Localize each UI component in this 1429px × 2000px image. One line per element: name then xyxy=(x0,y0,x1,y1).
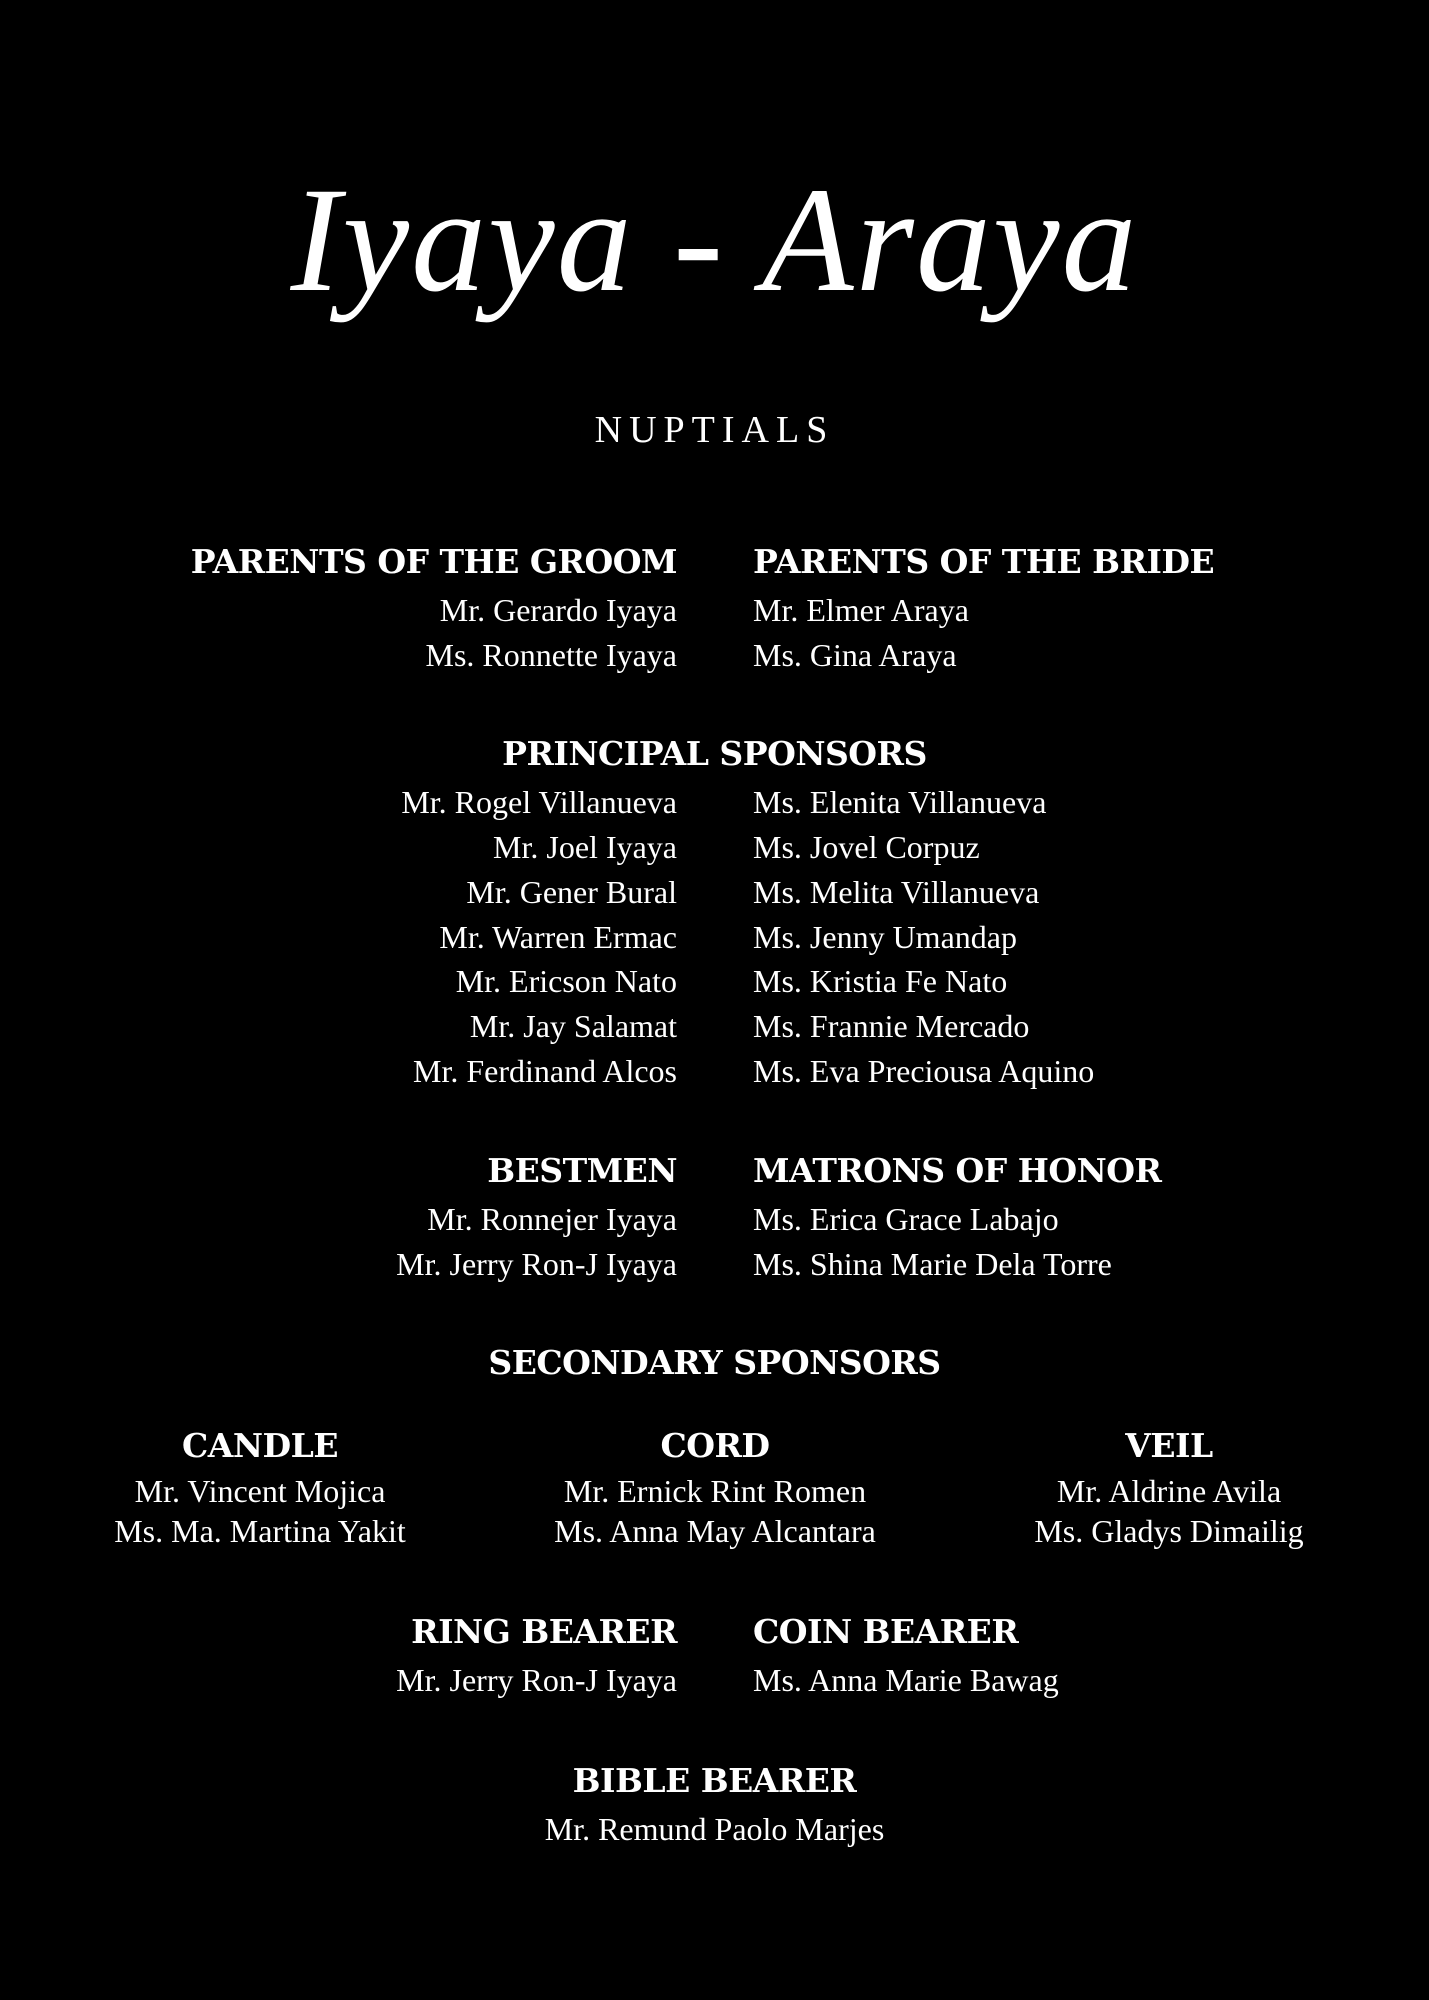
coin-bearer-name: Ms. Anna Marie Bawag xyxy=(753,1662,1059,1698)
bestman-name: Mr. Ronnejer Iyaya xyxy=(427,1201,677,1237)
principal-sponsor-woman: Ms. Jovel Corpuz xyxy=(753,829,980,865)
coin-bearer-heading: COIN BEARER xyxy=(753,1612,1019,1651)
secondary-sponsors-heading: SECONDARY SPONSORS xyxy=(488,1343,941,1382)
ring-bearer-heading: RING BEARER xyxy=(411,1612,677,1651)
principal-sponsor-man: Mr. Gener Bural xyxy=(466,874,677,910)
bestman-name: Mr. Jerry Ron-J Iyaya xyxy=(396,1246,677,1282)
principal-sponsor-man: Mr. Joel Iyaya xyxy=(493,829,677,865)
couple-title: Iyaya - Araya xyxy=(290,157,1139,323)
ring-bearer-name: Mr. Jerry Ron-J Iyaya xyxy=(396,1662,677,1698)
principal-sponsor-woman: Ms. Melita Villanueva xyxy=(753,874,1040,910)
matron-name: Ms. Shina Marie Dela Torre xyxy=(753,1246,1112,1282)
principal-sponsor-woman: Ms. Elenita Villanueva xyxy=(753,784,1047,820)
bestmen-heading: BESTMEN xyxy=(487,1151,677,1190)
cord-sponsor: Mr. Ernick Rint Romen xyxy=(563,1473,867,1509)
principal-sponsor-woman: Ms. Kristia Fe Nato xyxy=(753,963,1008,999)
nuptials-subtitle: NUPTIALS xyxy=(594,409,835,451)
bride-parents-heading: PARENTS OF THE BRIDE xyxy=(753,542,1215,581)
principal-sponsor-man: Mr. Warren Ermac xyxy=(439,919,677,955)
candle-sponsor: Ms. Ma. Martina Yakit xyxy=(114,1513,406,1549)
principal-sponsor-man: Mr. Jay Salamat xyxy=(469,1008,677,1044)
matron-name: Ms. Erica Grace Labajo xyxy=(753,1201,1059,1237)
veil-sponsor: Mr. Aldrine Avila xyxy=(1056,1473,1282,1509)
principal-sponsors-heading: PRINCIPAL SPONSORS xyxy=(502,734,927,773)
groom-parent-name: Ms. Ronnette Iyaya xyxy=(425,637,677,673)
veil-heading: VEIL xyxy=(1125,1426,1213,1465)
principal-sponsor-woman: Ms. Frannie Mercado xyxy=(753,1008,1030,1044)
candle-sponsor: Mr. Vincent Mojica xyxy=(134,1473,386,1509)
cord-sponsor: Ms. Anna May Alcantara xyxy=(554,1513,876,1549)
groom-parent-name: Mr. Gerardo Iyaya xyxy=(439,592,677,628)
principal-sponsor-man: Mr. Ferdinand Alcos xyxy=(413,1053,677,1089)
candle-heading: CANDLE xyxy=(181,1426,338,1465)
principal-sponsor-man: Mr. Ericson Nato xyxy=(455,963,677,999)
bible-bearer-heading: BIBLE BEARER xyxy=(572,1761,857,1800)
principal-sponsor-woman: Ms. Eva Preciousa Aquino xyxy=(753,1053,1095,1089)
groom-parents-heading: PARENTS OF THE GROOM xyxy=(190,542,677,581)
bride-parent-name: Ms. Gina Araya xyxy=(753,637,957,673)
cord-heading: CORD xyxy=(660,1426,770,1465)
bride-parent-name: Mr. Elmer Araya xyxy=(753,592,969,628)
bible-bearer-name: Mr. Remund Paolo Marjes xyxy=(544,1811,885,1847)
veil-sponsor: Ms. Gladys Dimailig xyxy=(1034,1513,1304,1549)
matrons-heading: MATRONS OF HONOR xyxy=(753,1151,1162,1190)
principal-sponsor-woman: Ms. Jenny Umandap xyxy=(753,919,1017,955)
principal-sponsor-man: Mr. Rogel Villanueva xyxy=(401,784,677,820)
